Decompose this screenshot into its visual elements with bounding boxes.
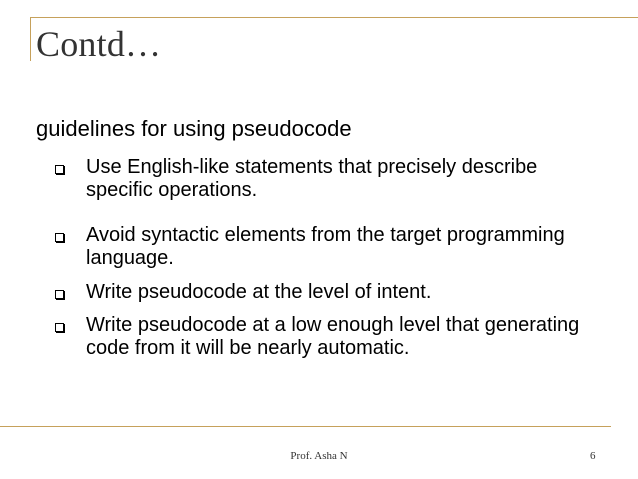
title-accent-line xyxy=(30,17,31,61)
bullet-text: Use English-like statements that precisely describe specific operations. xyxy=(86,156,538,201)
footer-divider xyxy=(0,426,611,427)
square-bullet-icon xyxy=(55,165,64,174)
square-bullet-icon xyxy=(55,323,64,332)
bullet-text: Avoid syntactic elements from the target programming language. xyxy=(86,224,565,269)
footer-author: Prof. Asha N xyxy=(290,450,348,462)
bullet-text: Write pseudocode at the level of intent. xyxy=(86,281,432,303)
square-bullet-icon xyxy=(55,233,64,242)
intro-text: guidelines for using pseudocode xyxy=(36,116,352,141)
bullet-text: Write pseudocode at a low enough level that generating code from it will be nearly automatic. xyxy=(86,314,580,359)
square-bullet-icon xyxy=(55,290,64,299)
page-number: 6 xyxy=(590,450,596,462)
slide-title: Contd… xyxy=(36,24,162,64)
